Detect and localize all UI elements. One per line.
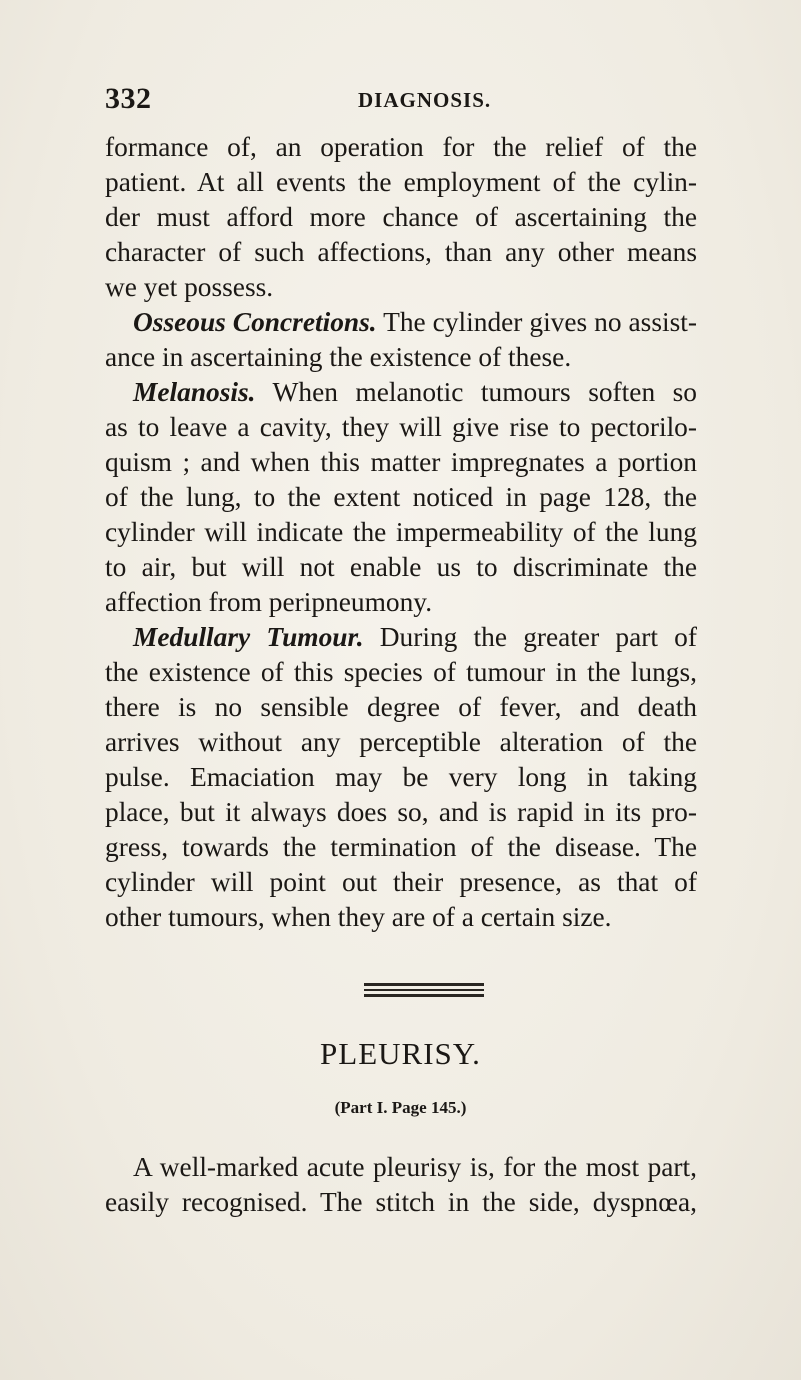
text-line: we yet possess. — [105, 272, 274, 302]
page-header — [105, 82, 697, 122]
text-line: ance in ascertaining the existence of these. — [105, 342, 572, 372]
page-number: 332 — [105, 82, 152, 115]
paragraph-medullary-first-line — [105, 620, 697, 655]
main-text — [105, 130, 697, 935]
topic-heading-medullary: Medullary Tumour. — [133, 622, 364, 652]
text-run: The cylinder gives no assist- — [383, 307, 697, 337]
text-line: gress, towards the termination of the disease. The — [105, 832, 697, 862]
text-line: affection from peripneumony. — [105, 587, 433, 617]
section-divider-rule — [364, 989, 484, 991]
paragraph-melanosis-first-line — [105, 375, 697, 410]
topic-heading-melanosis: Melanosis. — [133, 377, 256, 407]
section-title: PLEURISY. — [320, 1036, 481, 1071]
text-line: A well-marked acute pleurisy is, for the most part, — [133, 1152, 697, 1182]
text-run: When melanotic tumours soften so — [272, 377, 697, 407]
text-run: During the greater part of — [379, 622, 697, 652]
section-divider-rule — [364, 994, 484, 997]
text-line: to air, but will not enable us to discriminate the — [105, 552, 697, 582]
text-line: the existence of this species of tumour in the lungs, — [105, 657, 697, 687]
text-line: character of such affections, than any other means — [105, 237, 697, 267]
text-line: of the lung, to the extent noticed in page 128, the — [105, 482, 697, 512]
text-line: there is no sensible degree of fever, and death — [105, 692, 697, 722]
section-reference: (Part I. Page 145.) — [334, 1098, 467, 1117]
paragraph-osseous-first-line — [105, 305, 697, 340]
text-line: easily recognised. The stitch in the side, dyspnœa, — [105, 1187, 697, 1217]
text-line: der must afford more chance of ascertaining the — [105, 202, 697, 232]
section-text — [105, 1150, 697, 1220]
text-line: patient. At all events the employment of the cylin- — [105, 167, 697, 197]
running-head: DIAGNOSIS. — [358, 88, 492, 112]
section-divider-rule — [364, 983, 484, 986]
text-line: as to leave a cavity, they will give rise to pectorilo- — [105, 412, 697, 442]
text-line: cylinder will indicate the impermeability of the lung — [105, 517, 697, 547]
text-line: arrives without any perceptible alteration of the — [105, 727, 697, 757]
text-line: cylinder will point out their presence, as that of — [105, 867, 697, 897]
text-line: place, but it always does so, and is rapid in its pro- — [105, 797, 697, 827]
text-line: formance of, an operation for the relief of the — [105, 132, 697, 162]
text-line: other tumours, when they are of a certain size. — [105, 902, 612, 932]
text-line: pulse. Emaciation may be very long in taking — [105, 762, 697, 792]
topic-heading-osseous: Osseous Concretions. — [133, 307, 377, 337]
text-line: quism ; and when this matter impregnates a portion — [105, 447, 697, 477]
